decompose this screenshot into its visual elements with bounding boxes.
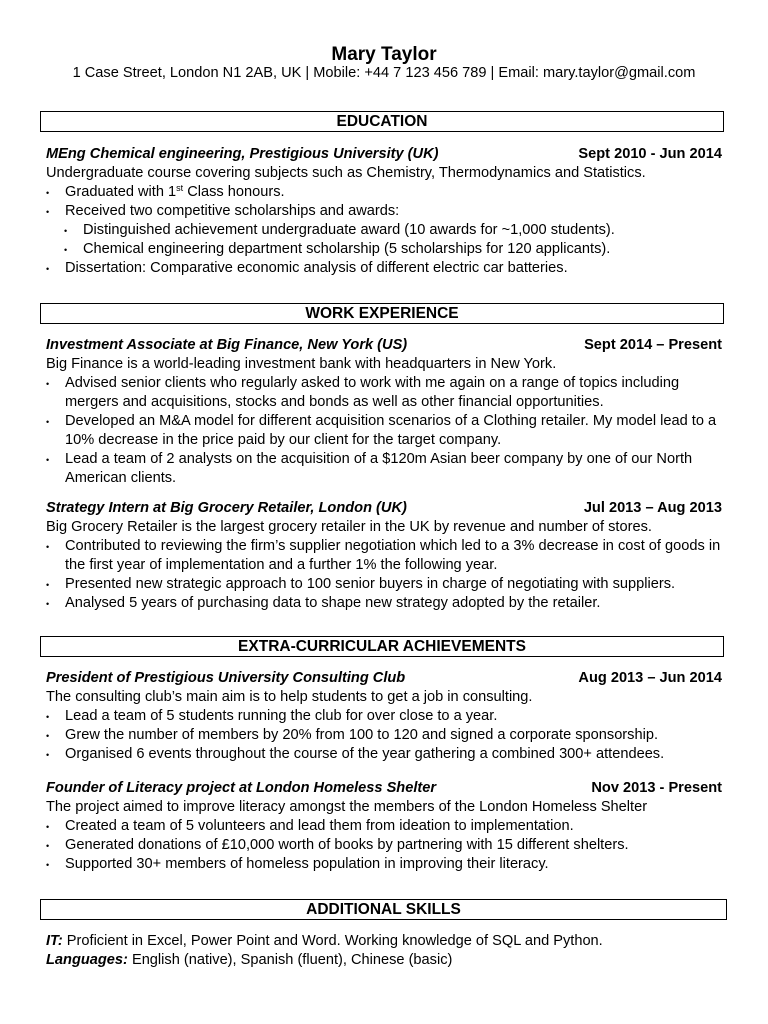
education-dates: Sept 2010 - Jun 2014	[578, 146, 722, 162]
skills-languages-label: Languages:	[46, 952, 128, 968]
education-role-row	[46, 145, 722, 164]
extracurricular-role: Founder of Literacy project at London Homeless Shelter	[46, 780, 437, 796]
skills-it-line	[46, 932, 722, 951]
contact-line: 1 Case Street, London N1 2AB, UK | Mobile: +44 7 123 456 789 | Email: mary.taylor@gmail.com	[72, 65, 696, 81]
education-bullets	[46, 183, 722, 278]
work-entry-2	[46, 499, 722, 613]
work-bullets	[46, 537, 722, 613]
education-entry	[46, 145, 722, 278]
list-item: • Distinguished achievement undergraduate award (10 awards for ~1,000 students).	[46, 221, 722, 240]
list-item: • Analysed 5 years of purchasing data to shape new strategy adopted by the retailer.	[46, 594, 722, 613]
list-item: • Developed an M&A model for different acquisition scenarios of a Clothing retailer. My model lead to a 10% decrease in the price paid by our client for the target company.	[46, 412, 722, 450]
extracurricular-dates: Nov 2013 - Present	[591, 780, 722, 796]
skills-it-label: IT:	[46, 933, 63, 949]
work-bullets	[46, 374, 722, 488]
work-role-row	[46, 499, 722, 518]
list-item: • Received two competitive scholarships and awards:	[46, 202, 722, 221]
list-item: • Dissertation: Comparative economic analysis of different electric car batteries.	[46, 259, 722, 278]
list-item: • Created a team of 5 volunteers and lead them from ideation to implementation.	[46, 817, 722, 836]
skills-block	[46, 932, 722, 970]
list-item: • Generated donations of £10,000 worth of books by partnering with 15 different shelters.	[46, 836, 722, 855]
extracurricular-entry-2	[46, 779, 722, 874]
extracurricular-bullets	[46, 817, 722, 874]
extracurricular-role: President of Prestigious University Consulting Club	[46, 670, 406, 686]
list-item: • Lead a team of 2 analysts on the acquisition of a $120m Asian beer company by one of our North American clients.	[46, 450, 722, 488]
work-role: Strategy Intern at Big Grocery Retailer, London (UK)	[46, 500, 407, 516]
work-role: Investment Associate at Big Finance, New York (US)	[46, 337, 408, 353]
education-description: Undergraduate course covering subjects such as Chemistry, Thermodynamics and Statistics.	[46, 165, 646, 181]
work-description: Big Grocery Retailer is the largest grocery retailer in the UK by revenue and number of stores.	[46, 519, 652, 535]
list-item: • Contributed to reviewing the firm’s supplier negotiation which led to a 3% decrease in cost of goods in the first year of implementation and a further 1% the following year.	[46, 537, 722, 575]
extracurricular-role-row	[46, 669, 722, 688]
extracurricular-dates: Aug 2013 – Jun 2014	[578, 670, 722, 686]
extracurricular-description: The project aimed to improve literacy amongst the members of the London Homeless Shelter	[46, 799, 648, 815]
list-item: • Lead a team of 5 students running the club for over close to a year.	[46, 707, 722, 726]
skills-languages-line	[46, 951, 722, 970]
work-description: Big Finance is a world-leading investment bank with headquarters in New York.	[46, 356, 557, 372]
work-entry-1	[46, 336, 722, 488]
work-dates: Sept 2014 – Present	[584, 337, 722, 353]
list-item: • Organised 6 events throughout the course of the year gathering a combined 300+ attendees.	[46, 745, 722, 764]
skills-heading: ADDITIONAL SKILLS	[40, 899, 727, 920]
list-item: • Graduated with 1st Class honours.	[46, 183, 722, 202]
education-degree: MEng Chemical engineering, Prestigious University (UK)	[46, 146, 439, 162]
list-item: • Chemical engineering department scholarship (5 scholarships for 120 applicants).	[46, 240, 722, 259]
skills-it-value: Proficient in Excel, Power Point and Word. Working knowledge of SQL and Python.	[62, 933, 603, 949]
extracurricular-heading: EXTRA-CURRICULAR ACHIEVEMENTS	[40, 636, 724, 657]
list-item: • Supported 30+ members of homeless population in improving their literacy.	[46, 855, 722, 874]
resume-name: Mary Taylor	[331, 44, 437, 65]
education-heading: EDUCATION	[40, 111, 724, 132]
extracurricular-role-row	[46, 779, 722, 798]
extracurricular-description: The consulting club’s main aim is to help students to get a job in consulting.	[46, 689, 533, 705]
extracurricular-bullets	[46, 707, 722, 764]
work-dates: Jul 2013 – Aug 2013	[583, 500, 722, 516]
skills-languages-value: English (native), Spanish (fluent), Chinese (basic)	[127, 952, 453, 968]
list-item: • Advised senior clients who regularly asked to work with me again on a range of topics including mergers and acquisitions, stocks and bonds as well as other financial opportunities.	[46, 374, 722, 412]
extracurricular-entry-1	[46, 669, 722, 764]
list-item: • Presented new strategic approach to 100 senior buyers in charge of negotiating with suppliers.	[46, 575, 722, 594]
work-role-row	[46, 336, 722, 355]
work-heading: WORK EXPERIENCE	[40, 303, 724, 324]
list-item: • Grew the number of members by 20% from 100 to 120 and signed a corporate sponsorship.	[46, 726, 722, 745]
